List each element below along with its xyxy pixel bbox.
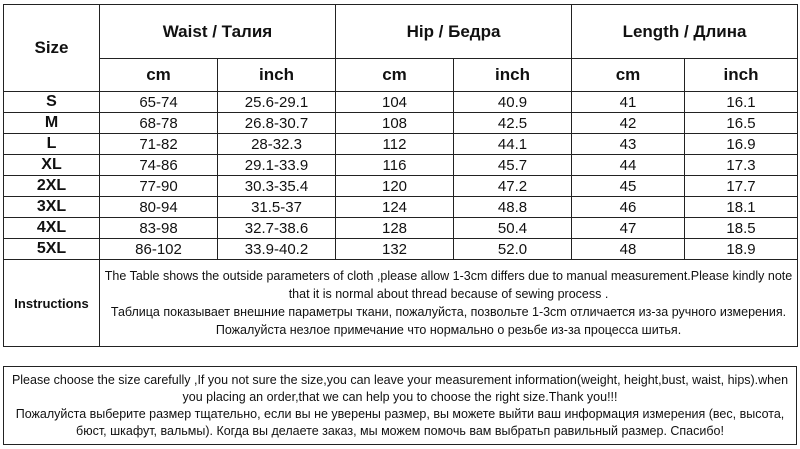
unit-inch: inch <box>685 59 798 92</box>
unit-row <box>4 59 798 92</box>
cell-len-in: 16.5 <box>685 113 798 134</box>
cell-waist-cm: 74-86 <box>100 155 218 176</box>
cell-hip-in: 50.4 <box>454 218 572 239</box>
table-row <box>4 239 798 260</box>
note-ru: Пожалуйста выберите размер тщательно, если вы не уверены размер, вы можете выйти ваш информация измерения (вес, высота, бюст, шкафут, вальмы). Когда вы делаете заказ, мы можем помочь вам выбратьп равильный размер. Спасибо! <box>15 407 785 438</box>
cell-len-in: 18.1 <box>685 197 798 218</box>
cell-waist-cm: 80-94 <box>100 197 218 218</box>
cell-len-cm: 44 <box>572 155 685 176</box>
size-table <box>3 4 798 347</box>
instructions-en: The Table shows the outside parameters of cloth ,please allow 1-3cm differs due to manual measurement.Please kindly note that it is normal about thread because of sewing process . <box>104 269 793 301</box>
unit-cm: cm <box>100 59 218 92</box>
cell-size: M <box>4 113 100 134</box>
cell-waist-in: 28-32.3 <box>218 134 336 155</box>
instructions-text <box>100 260 798 347</box>
cell-hip-in: 45.7 <box>454 155 572 176</box>
cell-len-in: 16.9 <box>685 134 798 155</box>
cell-waist-cm: 86-102 <box>100 239 218 260</box>
cell-waist-in: 30.3-35.4 <box>218 176 336 197</box>
cell-size: S <box>4 92 100 113</box>
table-row <box>4 113 798 134</box>
cell-hip-cm: 132 <box>336 239 454 260</box>
cell-waist-cm: 83-98 <box>100 218 218 239</box>
cell-len-cm: 46 <box>572 197 685 218</box>
cell-size: 3XL <box>4 197 100 218</box>
cell-size: XL <box>4 155 100 176</box>
cell-waist-cm: 77-90 <box>100 176 218 197</box>
cell-waist-cm: 68-78 <box>100 113 218 134</box>
cell-len-cm: 42 <box>572 113 685 134</box>
cell-hip-cm: 120 <box>336 176 454 197</box>
note-en: Please choose the size carefully ,If you not sure the size,you can leave your measurement information(weight, height,bust, waist, hips).when you placing an order,that we can help you to choose the right size.Thank you!!! <box>11 373 789 404</box>
cell-hip-cm: 128 <box>336 218 454 239</box>
cell-waist-cm: 65-74 <box>100 92 218 113</box>
cell-size: 4XL <box>4 218 100 239</box>
cell-len-cm: 41 <box>572 92 685 113</box>
cell-waist-in: 33.9-40.2 <box>218 239 336 260</box>
cell-waist-in: 31.5-37 <box>218 197 336 218</box>
header-row <box>4 5 798 59</box>
instructions-label: Instructions <box>4 260 100 347</box>
cell-hip-cm: 104 <box>336 92 454 113</box>
cell-hip-in: 48.8 <box>454 197 572 218</box>
unit-cm: cm <box>336 59 454 92</box>
header-waist: Waist / Талия <box>100 5 336 59</box>
cell-len-cm: 48 <box>572 239 685 260</box>
cell-len-in: 18.5 <box>685 218 798 239</box>
instructions-ru: Таблица показывает внешние параметры ткани, пожалуйста, позвольте 1-3cm отличается из-за ручного измерения. Пожалуйста незлое примечание что нормально о резьбе из-за процесса шитья. <box>110 305 787 337</box>
cell-hip-in: 42.5 <box>454 113 572 134</box>
cell-hip-in: 47.2 <box>454 176 572 197</box>
table-row <box>4 218 798 239</box>
cell-len-cm: 43 <box>572 134 685 155</box>
header-length: Length / Длина <box>572 5 798 59</box>
table-row <box>4 155 798 176</box>
table-row <box>4 176 798 197</box>
cell-waist-in: 29.1-33.9 <box>218 155 336 176</box>
cell-len-in: 17.7 <box>685 176 798 197</box>
cell-hip-cm: 112 <box>336 134 454 155</box>
cell-waist-in: 26.8-30.7 <box>218 113 336 134</box>
cell-hip-in: 44.1 <box>454 134 572 155</box>
cell-hip-cm: 116 <box>336 155 454 176</box>
cell-len-in: 17.3 <box>685 155 798 176</box>
unit-inch: inch <box>454 59 572 92</box>
unit-cm: cm <box>572 59 685 92</box>
cell-waist-cm: 71-82 <box>100 134 218 155</box>
cell-hip-in: 40.9 <box>454 92 572 113</box>
instructions-row <box>4 260 798 347</box>
cell-size: L <box>4 134 100 155</box>
cell-hip-cm: 108 <box>336 113 454 134</box>
cell-size: 2XL <box>4 176 100 197</box>
cell-hip-in: 52.0 <box>454 239 572 260</box>
header-size: Size <box>4 5 100 92</box>
cell-waist-in: 32.7-38.6 <box>218 218 336 239</box>
size-note <box>3 366 797 445</box>
header-hip: Hip / Бедра <box>336 5 572 59</box>
cell-len-cm: 45 <box>572 176 685 197</box>
table-row <box>4 197 798 218</box>
table-row <box>4 134 798 155</box>
cell-size: 5XL <box>4 239 100 260</box>
cell-len-in: 16.1 <box>685 92 798 113</box>
unit-inch: inch <box>218 59 336 92</box>
cell-hip-cm: 124 <box>336 197 454 218</box>
table-row <box>4 92 798 113</box>
cell-len-in: 18.9 <box>685 239 798 260</box>
cell-waist-in: 25.6-29.1 <box>218 92 336 113</box>
cell-len-cm: 47 <box>572 218 685 239</box>
